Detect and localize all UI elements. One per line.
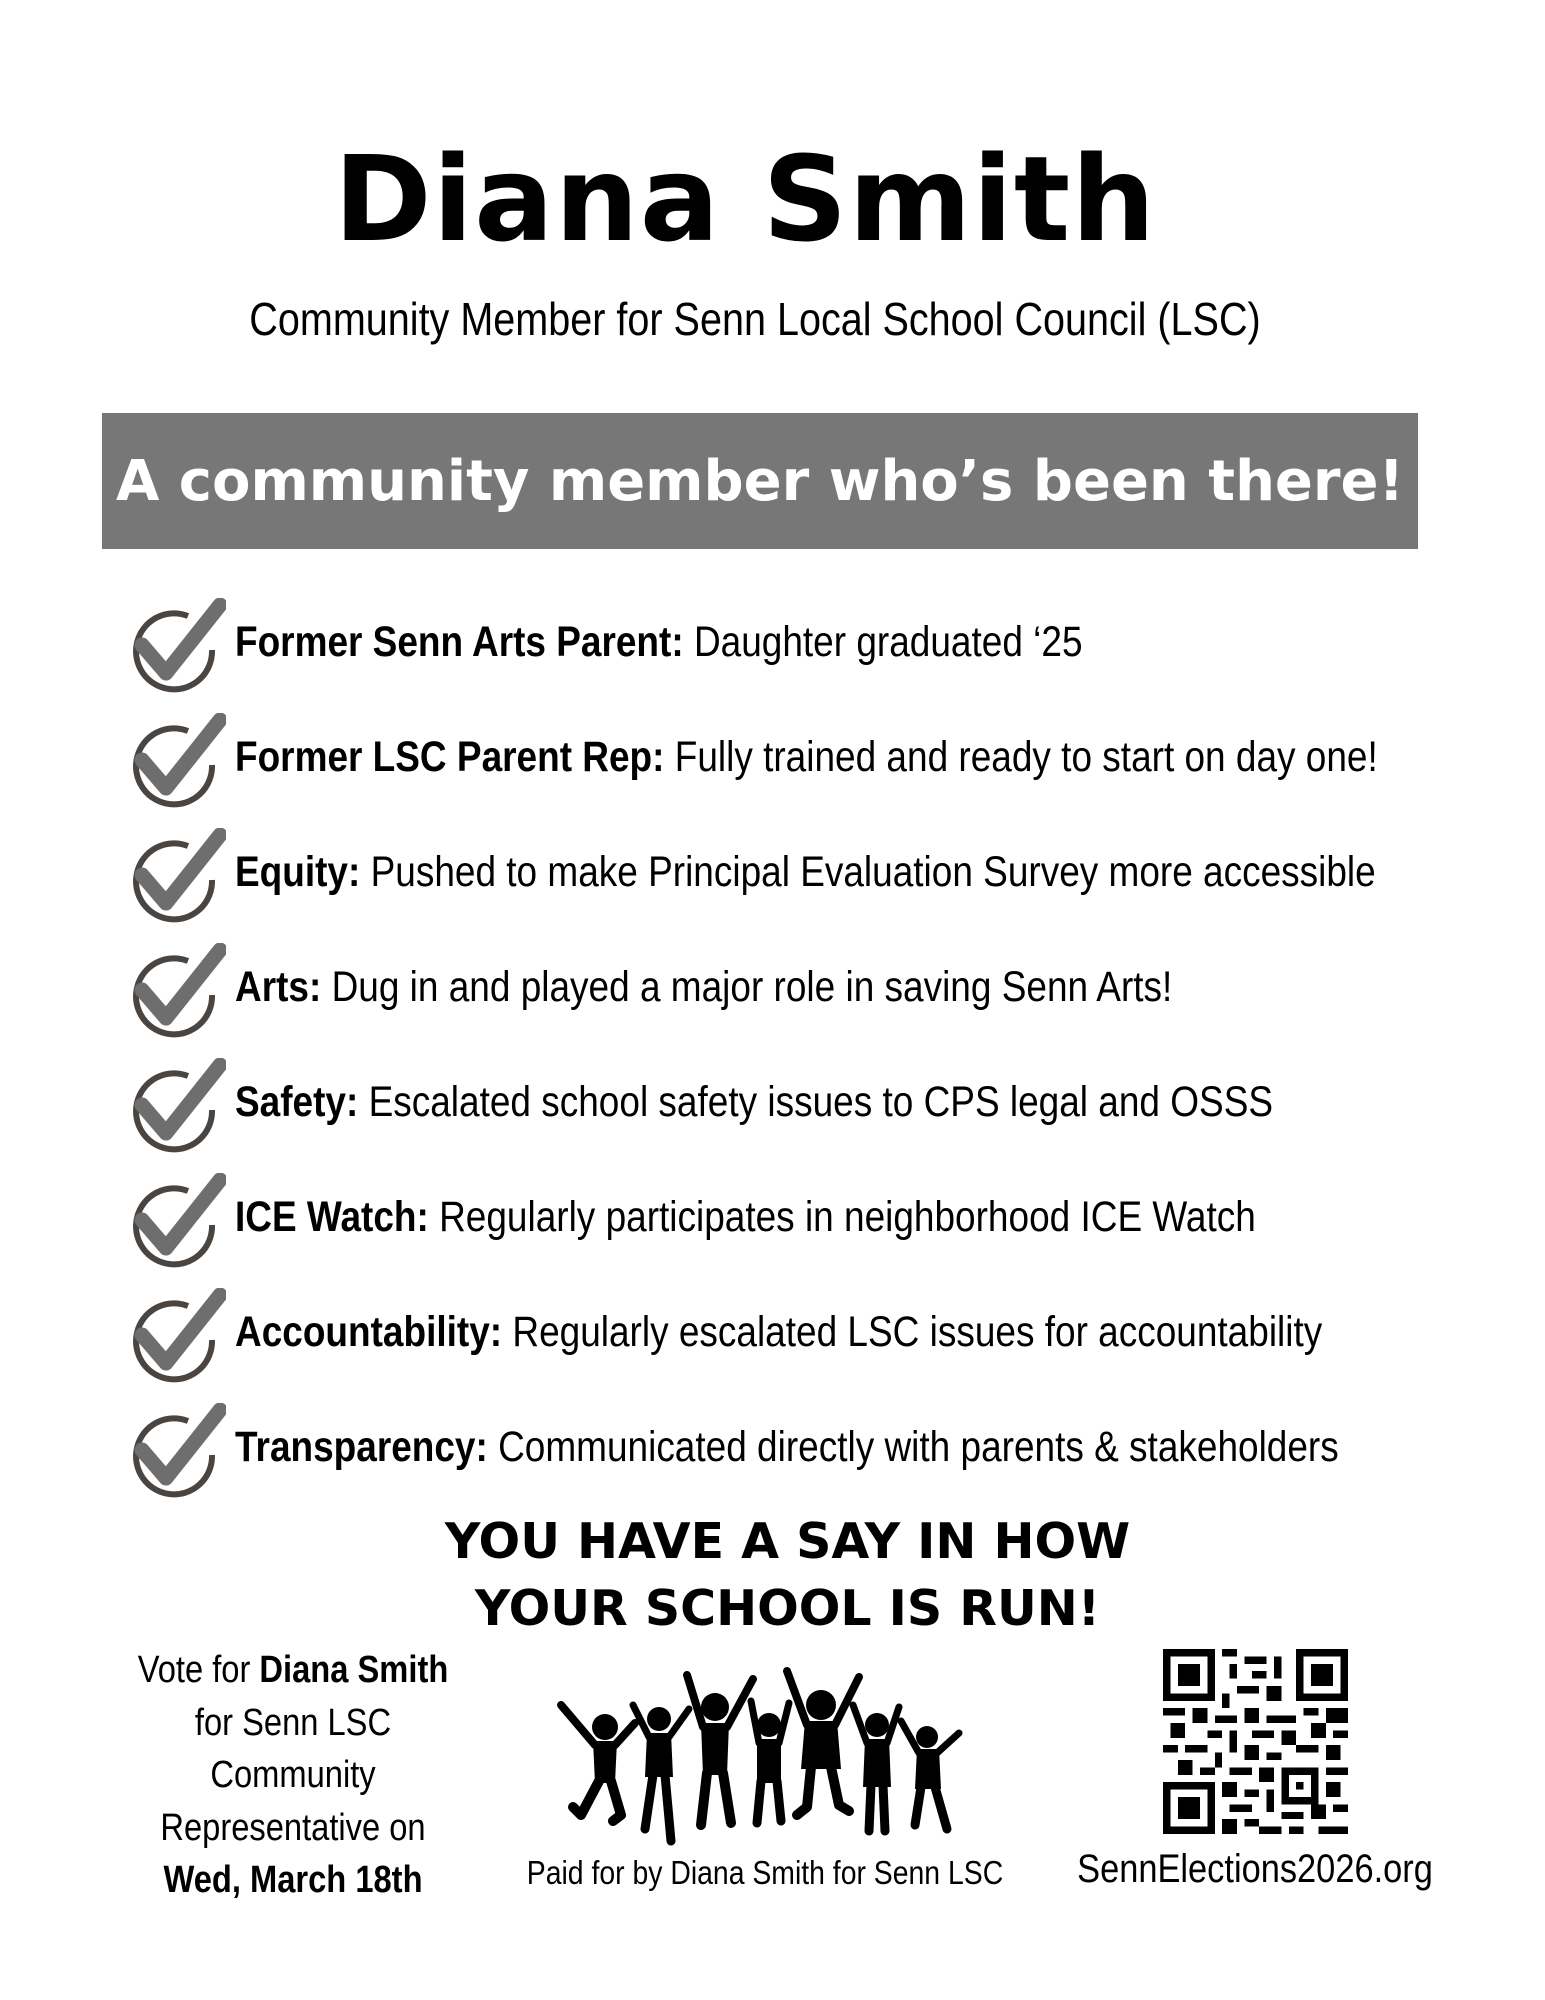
qualifications-list (126, 598, 1456, 1518)
qualification-item (126, 1173, 1456, 1288)
vote-line: for Senn LSC (194, 1701, 392, 1744)
check-circle-icon (126, 1058, 226, 1158)
check-circle-icon (126, 1173, 226, 1273)
item-description: Dug in and played a major role in saving Senn Arts! (321, 963, 1173, 1011)
qualification-item (126, 598, 1456, 713)
item-label: Former Senn Arts Parent: (235, 618, 684, 666)
vote-candidate-name: Diana Smith (259, 1649, 449, 1691)
item-label: Safety: (235, 1078, 359, 1126)
item-description: Pushed to make Principal Evaluation Survey more accessible (360, 848, 1376, 896)
check-circle-icon (126, 1288, 226, 1388)
check-circle-icon (126, 1403, 226, 1503)
tagline-banner (102, 413, 1418, 549)
item-label: ICE Watch: (235, 1193, 429, 1241)
item-label: Former LSC Parent Rep: (235, 733, 665, 781)
call-to-action-line: YOUR SCHOOL IS RUN! (474, 1580, 1101, 1637)
item-description: Fully trained and ready to start on day one! (664, 733, 1378, 781)
paid-for-disclaimer: Paid for by Diana Smith for Senn LSC (526, 1854, 1004, 1891)
check-circle-icon (126, 943, 226, 1043)
website-url: SennElections2026.org (1077, 1847, 1433, 1891)
call-to-action (0, 1508, 1545, 1642)
qualification-item (126, 713, 1456, 828)
candidate-subtitle: Community Member for Senn Local School Council (LSC) (249, 293, 1261, 345)
qualification-item (126, 943, 1456, 1058)
qualification-item (126, 1058, 1456, 1173)
tagline-text: A community member who’s been there! (115, 448, 1405, 514)
vote-info (134, 1644, 452, 1907)
item-description: Regularly participates in neighborhood ICE Watch (428, 1193, 1256, 1241)
item-label: Arts: (235, 963, 322, 1011)
check-circle-icon (126, 713, 226, 813)
qualification-item (126, 828, 1456, 943)
check-circle-icon (126, 828, 226, 928)
item-description: Regularly escalated LSC issues for accountability (502, 1308, 1323, 1356)
vote-prefix: Vote for (137, 1649, 260, 1691)
check-circle-icon (126, 598, 226, 698)
call-to-action-line: YOU HAVE A SAY IN HOW (444, 1513, 1131, 1570)
vote-line: Community (210, 1754, 376, 1796)
item-description: Daughter graduated ‘25 (683, 618, 1083, 666)
candidate-name: Diana Smith (333, 130, 1157, 268)
qualification-item (126, 1403, 1456, 1518)
qualification-item (126, 1288, 1456, 1403)
item-label: Transparency: (235, 1423, 488, 1471)
vote-date: Wed, March 18th (163, 1859, 423, 1901)
qr-code-icon (1163, 1649, 1348, 1834)
item-description: Escalated school safety issues to CPS legal and OSSS (358, 1078, 1274, 1126)
vote-line: Representative on (160, 1806, 426, 1849)
item-description: Communicated directly with parents & stakeholders (487, 1423, 1339, 1471)
item-label: Equity: (235, 848, 361, 896)
item-label: Accountability: (235, 1308, 503, 1356)
jumping-kids-silhouette (555, 1665, 965, 1850)
